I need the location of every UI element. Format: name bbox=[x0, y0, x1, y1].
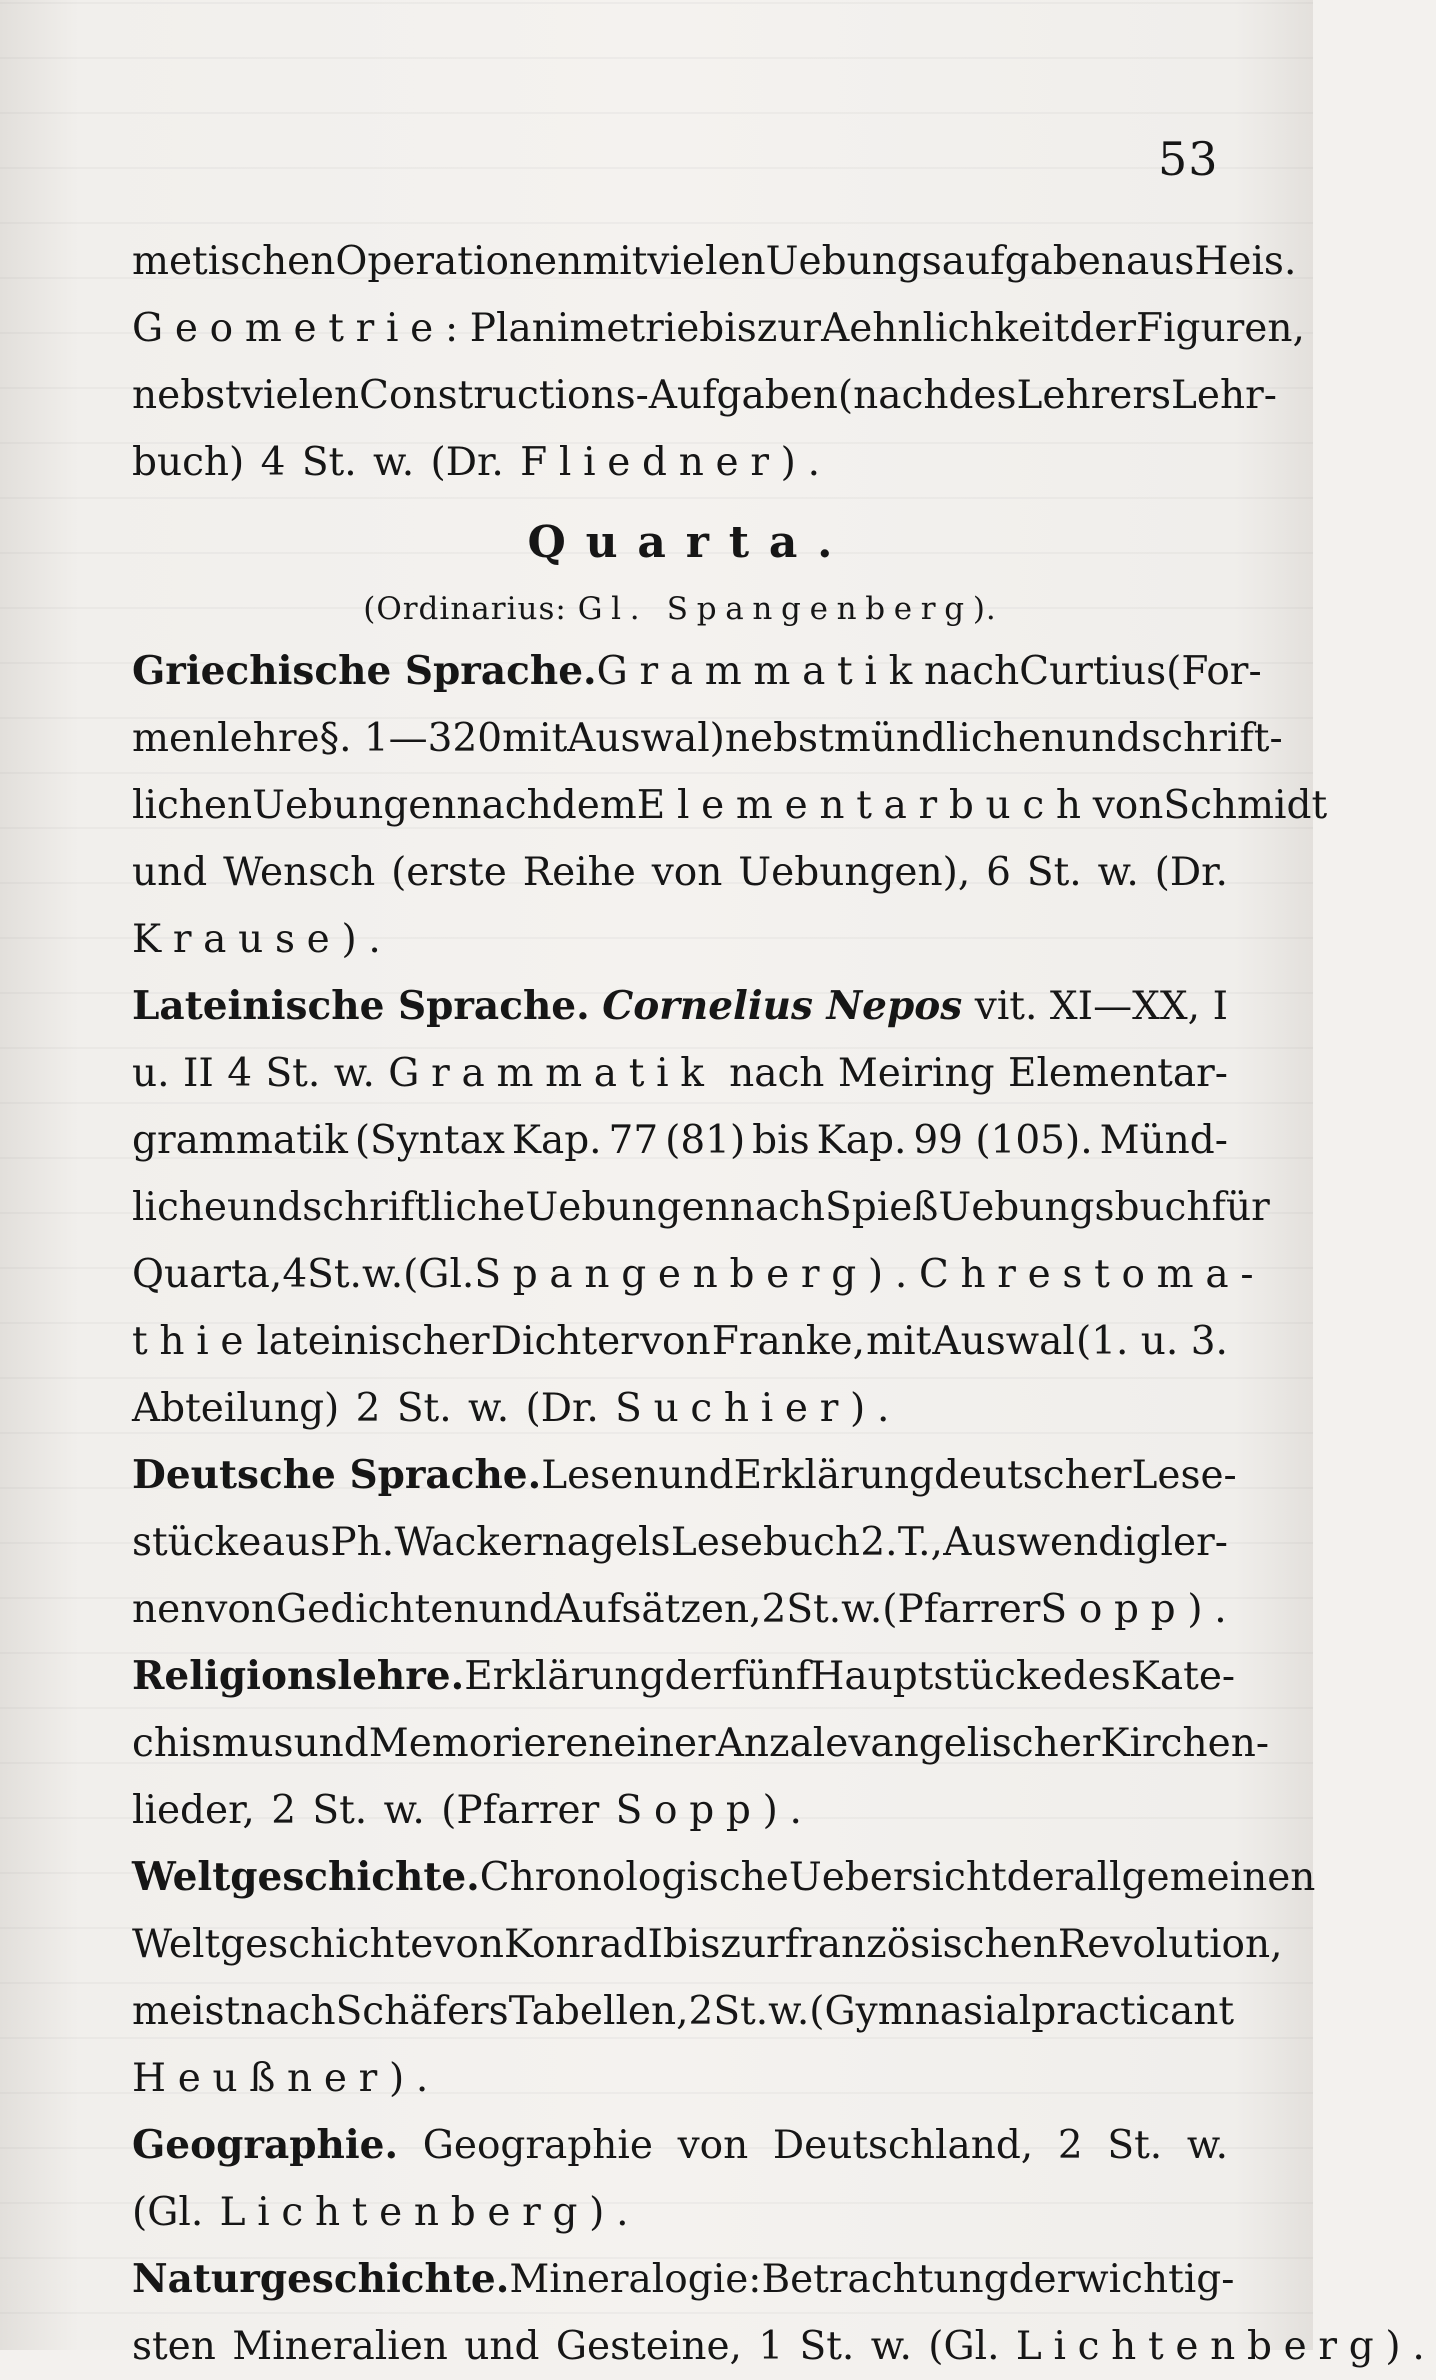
word: Gedichten bbox=[275, 1587, 479, 1632]
word: (Gl. bbox=[403, 1252, 475, 1297]
word: w. bbox=[468, 1386, 510, 1431]
word: und bbox=[464, 2324, 540, 2369]
word: der bbox=[1069, 306, 1137, 351]
word: mit bbox=[582, 239, 648, 284]
word: Spieß bbox=[825, 1185, 939, 1230]
word: St. bbox=[265, 1051, 321, 1096]
word: 99 (105). bbox=[913, 1118, 1093, 1163]
text-line bbox=[132, 1911, 1283, 1978]
word: (Gl. bbox=[132, 2190, 204, 2235]
word: (Dr. bbox=[430, 440, 504, 485]
word: w. bbox=[333, 1051, 375, 1096]
word: St. bbox=[396, 1386, 452, 1431]
word: Gesteine, bbox=[555, 2324, 742, 2369]
subject-heading: Geographie. bbox=[132, 2122, 399, 2168]
word: des bbox=[948, 373, 1017, 418]
word: nach bbox=[240, 1989, 336, 2034]
word: Münd- bbox=[1099, 1118, 1228, 1163]
word: lichen bbox=[132, 783, 253, 828]
word: 6 bbox=[986, 850, 1011, 895]
word: 2 bbox=[761, 1587, 787, 1632]
word: Anzal bbox=[715, 1721, 826, 1766]
word: metischen bbox=[132, 239, 336, 284]
subject-heading: Deutsche Sprache. bbox=[132, 1452, 542, 1498]
word: bis bbox=[752, 1118, 810, 1163]
word: vielen bbox=[240, 373, 360, 418]
word: 1 bbox=[758, 2324, 784, 2369]
word: und bbox=[658, 1453, 734, 1498]
word: für bbox=[1211, 1185, 1270, 1230]
word: von bbox=[433, 1922, 504, 1967]
word: Kap. bbox=[816, 1118, 907, 1163]
word: vielen bbox=[647, 239, 766, 284]
word: nach bbox=[729, 1051, 825, 1096]
text-line bbox=[132, 295, 1305, 362]
text-line bbox=[132, 362, 1277, 429]
word: w. bbox=[768, 1989, 810, 2034]
word: Wackernagels bbox=[394, 1520, 671, 1565]
word: nen bbox=[132, 1587, 206, 1632]
word: lieder, bbox=[132, 1788, 255, 1833]
word: Elementar- bbox=[1007, 1051, 1228, 1096]
word: u. bbox=[132, 1051, 170, 1096]
word: Quarta, bbox=[132, 1252, 283, 1297]
word: Uebungen bbox=[525, 1185, 730, 1230]
word: Betrachtung bbox=[761, 2257, 1009, 2302]
word: mündlichen bbox=[833, 716, 1067, 761]
word: Uebungsaufgaben bbox=[765, 239, 1126, 284]
word: Fliedner). bbox=[520, 440, 832, 485]
word: Memorieren bbox=[368, 1721, 614, 1766]
word: mit bbox=[866, 1319, 932, 1364]
word: Uebungen), bbox=[738, 850, 971, 895]
word: Lesebuch bbox=[670, 1520, 860, 1565]
word: (Syntax bbox=[354, 1118, 505, 1163]
word: w. bbox=[841, 1587, 883, 1632]
word: (Pfarrer bbox=[441, 1788, 600, 1833]
word: §. 1—320 bbox=[319, 716, 503, 761]
word: evangelischer bbox=[825, 1721, 1101, 1766]
word: Erklärung bbox=[464, 1654, 665, 1699]
text-line bbox=[132, 1308, 1228, 1375]
word: stücke bbox=[132, 1520, 262, 1565]
word: Grammatik bbox=[596, 649, 924, 694]
word: Geometrie: bbox=[132, 306, 470, 351]
ordinarius-label: (Ordinarius: bbox=[363, 591, 578, 627]
word: (erste bbox=[391, 850, 507, 895]
text-line bbox=[132, 1844, 1316, 1911]
word: Heis. bbox=[1194, 239, 1297, 284]
word: Uebersicht bbox=[788, 1855, 1007, 1900]
word: Planimetrie bbox=[469, 306, 700, 351]
word: meist bbox=[132, 1989, 241, 2034]
word: und bbox=[227, 1185, 303, 1230]
word: mit bbox=[502, 716, 568, 761]
word: (Gl. bbox=[928, 2324, 1000, 2369]
word: Chrestoma- bbox=[918, 1252, 1266, 1297]
word: zur bbox=[756, 306, 822, 351]
word: St. bbox=[786, 1587, 842, 1632]
word: w. bbox=[1097, 850, 1139, 895]
word: nach bbox=[456, 783, 552, 828]
word: Konrad bbox=[503, 1922, 648, 1967]
word: einer bbox=[613, 1721, 716, 1766]
word: Krause). bbox=[132, 917, 393, 962]
word: St. bbox=[1026, 850, 1082, 895]
text-line bbox=[132, 1040, 1228, 1107]
text-line bbox=[132, 1576, 1239, 1643]
word: St. bbox=[713, 1989, 769, 2034]
text-line bbox=[132, 2112, 1228, 2179]
word: Chronologische bbox=[479, 1855, 789, 1900]
word: XI—XX, bbox=[1049, 984, 1201, 1029]
word: der bbox=[1008, 2257, 1076, 2302]
text-line bbox=[132, 1241, 1266, 1308]
word: bis bbox=[662, 1922, 721, 1967]
word: St. bbox=[312, 1788, 368, 1833]
text-line bbox=[132, 906, 1228, 973]
word: Operationen bbox=[335, 239, 583, 284]
word: von bbox=[1092, 783, 1164, 828]
word: Lehr- bbox=[1170, 373, 1277, 418]
word: II bbox=[182, 1051, 214, 1096]
word: Uebungsbuch bbox=[938, 1185, 1212, 1230]
word: Schmidt bbox=[1163, 783, 1328, 828]
text-line bbox=[132, 1442, 1237, 1509]
word: 77 bbox=[608, 1118, 659, 1163]
word: Kap. bbox=[511, 1118, 602, 1163]
word: und bbox=[1066, 716, 1142, 761]
word: (1. u. 3. bbox=[1075, 1319, 1228, 1364]
word: und bbox=[132, 850, 208, 895]
word: sten bbox=[132, 2324, 216, 2369]
word: Lesen bbox=[541, 1453, 659, 1498]
word: 2 bbox=[271, 1788, 297, 1833]
text-line bbox=[132, 1710, 1270, 1777]
word: Lichtenberg). bbox=[219, 2190, 641, 2235]
word: Mineralogie: bbox=[509, 2257, 762, 2302]
word: w. bbox=[1186, 2123, 1228, 2168]
word: dem bbox=[551, 783, 637, 828]
page-number: 53 bbox=[1158, 132, 1219, 186]
word: bis bbox=[699, 306, 757, 351]
text-line bbox=[132, 2045, 1228, 2112]
text-line bbox=[132, 1107, 1228, 1174]
word: Deutschland, bbox=[772, 2123, 1034, 2168]
word: aus bbox=[1125, 239, 1195, 284]
word: Geographie bbox=[422, 2123, 653, 2168]
word: Meiring bbox=[837, 1051, 995, 1096]
word: fünf bbox=[731, 1654, 811, 1699]
word: T., bbox=[897, 1520, 943, 1565]
word: (81) bbox=[665, 1118, 746, 1163]
word: Uebungen bbox=[252, 783, 457, 828]
word: (nach bbox=[837, 373, 949, 418]
word: Reihe bbox=[522, 850, 636, 895]
word: w. bbox=[383, 1788, 425, 1833]
word: des bbox=[1062, 1654, 1131, 1699]
word: menlehre bbox=[132, 716, 320, 761]
word: St. bbox=[307, 1252, 362, 1297]
word: aus bbox=[261, 1520, 331, 1565]
word: Auswal bbox=[932, 1319, 1075, 1364]
ordinarius-name: Gl. Spangenberg bbox=[577, 591, 973, 627]
text-line bbox=[132, 2313, 1436, 2380]
word: Cornelius Nepos bbox=[602, 983, 963, 1029]
word: w. bbox=[373, 440, 415, 485]
word: und bbox=[478, 1587, 554, 1632]
word: Dichter bbox=[490, 1319, 639, 1364]
word: chismus bbox=[132, 1721, 294, 1766]
text-line bbox=[132, 1777, 1228, 1844]
word: vit. bbox=[974, 984, 1038, 1029]
text-line bbox=[132, 429, 1228, 496]
word: zur bbox=[720, 1922, 785, 1967]
word: der bbox=[1006, 1855, 1074, 1900]
word: grammatik bbox=[132, 1118, 348, 1163]
word: der bbox=[664, 1654, 732, 1699]
word: (Gymnasialpracticant bbox=[809, 1989, 1234, 2034]
word: Spangenberg). bbox=[474, 1252, 919, 1297]
word: St. bbox=[799, 2324, 855, 2369]
word: Revolution, bbox=[1057, 1922, 1283, 1967]
word: nebst bbox=[132, 373, 241, 418]
word: Auswendigler- bbox=[943, 1520, 1228, 1565]
word: Tabellen, bbox=[508, 1989, 689, 2034]
word: Lehrers bbox=[1016, 373, 1171, 418]
word: französischen bbox=[784, 1922, 1058, 1967]
word: nach bbox=[923, 649, 1020, 694]
text-line bbox=[132, 2246, 1235, 2313]
word: Curtius bbox=[1019, 649, 1167, 694]
word: w. bbox=[361, 1252, 404, 1297]
word: 4 bbox=[260, 440, 286, 485]
word: St. bbox=[1107, 2123, 1163, 2168]
word: nach bbox=[729, 1185, 826, 1230]
word: Schäfers bbox=[335, 1989, 509, 2034]
word: von bbox=[651, 850, 723, 895]
word: lateinischer bbox=[256, 1319, 490, 1364]
word: thie bbox=[132, 1319, 256, 1364]
word: Kirchen- bbox=[1100, 1721, 1270, 1766]
word: Auswal) bbox=[567, 716, 725, 761]
word: (Dr. bbox=[1154, 850, 1228, 895]
word: Sopp). bbox=[1040, 1587, 1239, 1632]
word: Franke, bbox=[711, 1319, 865, 1364]
word: (Dr. bbox=[525, 1386, 599, 1431]
text-line bbox=[132, 1375, 1228, 1442]
word: Erklärung bbox=[733, 1453, 934, 1498]
word: St. bbox=[301, 440, 357, 485]
text-line bbox=[132, 1643, 1236, 1710]
section-heading: Quarta. bbox=[527, 517, 853, 568]
text-line bbox=[132, 1509, 1228, 1576]
text-line bbox=[132, 2179, 1228, 2246]
word: Figuren, bbox=[1136, 306, 1305, 351]
word: von bbox=[677, 2123, 749, 2168]
text-line bbox=[132, 228, 1297, 295]
word: 4 bbox=[227, 1051, 253, 1096]
text-line bbox=[132, 1174, 1270, 1241]
word: Sopp). bbox=[615, 1788, 814, 1833]
word: Lese- bbox=[1131, 1453, 1237, 1498]
subject-heading: Lateinische Sprache. bbox=[132, 983, 590, 1029]
text-line bbox=[132, 638, 1262, 705]
word: nebst bbox=[724, 716, 834, 761]
ordinarius-close: ). bbox=[972, 591, 997, 627]
word: Abteilung) bbox=[132, 1386, 340, 1431]
word: von bbox=[639, 1319, 711, 1364]
subject-heading: Weltgeschichte. bbox=[132, 1854, 480, 1900]
word: und bbox=[293, 1721, 369, 1766]
text-line bbox=[132, 839, 1228, 906]
word: von bbox=[205, 1587, 276, 1632]
text-line bbox=[132, 1978, 1234, 2045]
word: I bbox=[647, 1922, 663, 1967]
word: Wensch bbox=[223, 850, 376, 895]
ordinarius-line bbox=[132, 580, 1228, 638]
body-text bbox=[132, 228, 1436, 2380]
word: Ph. bbox=[330, 1520, 395, 1565]
word: Elementarbuch bbox=[636, 783, 1093, 828]
word: Heußner). bbox=[132, 2056, 441, 2101]
word: schrift- bbox=[1141, 716, 1283, 761]
word: 4 bbox=[282, 1252, 308, 1297]
text-line bbox=[132, 973, 1228, 1040]
word: 2 bbox=[355, 1386, 381, 1431]
word: Weltgeschichte bbox=[132, 1922, 434, 1967]
subject-heading: Naturgeschichte. bbox=[132, 2256, 510, 2302]
word: 2. bbox=[860, 1520, 898, 1565]
subject-heading: Religionslehre. bbox=[132, 1653, 465, 1699]
word: Hauptstücke bbox=[810, 1654, 1063, 1699]
text-line bbox=[132, 705, 1283, 772]
word: (Pfarrer bbox=[882, 1587, 1041, 1632]
word: Suchier). bbox=[615, 1386, 902, 1431]
word: liche bbox=[132, 1185, 227, 1230]
word: Grammatik bbox=[388, 1051, 716, 1096]
word: Constructions-Aufgaben bbox=[359, 373, 838, 418]
word: Aehnlichkeit bbox=[821, 306, 1070, 351]
word: wichtig- bbox=[1075, 2257, 1235, 2302]
word: (For- bbox=[1166, 649, 1262, 694]
word: deutscher bbox=[933, 1453, 1132, 1498]
word: Lichtenberg). bbox=[1015, 2324, 1436, 2369]
word: Mineralien bbox=[232, 2324, 448, 2369]
word: 2 bbox=[688, 1989, 714, 2034]
word: buch) bbox=[132, 440, 245, 485]
word: I bbox=[1212, 984, 1228, 1029]
subject-heading: Griechische Sprache. bbox=[132, 648, 597, 694]
word: w. bbox=[870, 2324, 912, 2369]
word: 2 bbox=[1057, 2123, 1083, 2168]
word: Kate- bbox=[1130, 1654, 1236, 1699]
text-line bbox=[132, 772, 1328, 839]
word: allgemeinen bbox=[1073, 1855, 1316, 1900]
word: schriftliche bbox=[302, 1185, 526, 1230]
word: Aufsätzen, bbox=[553, 1587, 762, 1632]
